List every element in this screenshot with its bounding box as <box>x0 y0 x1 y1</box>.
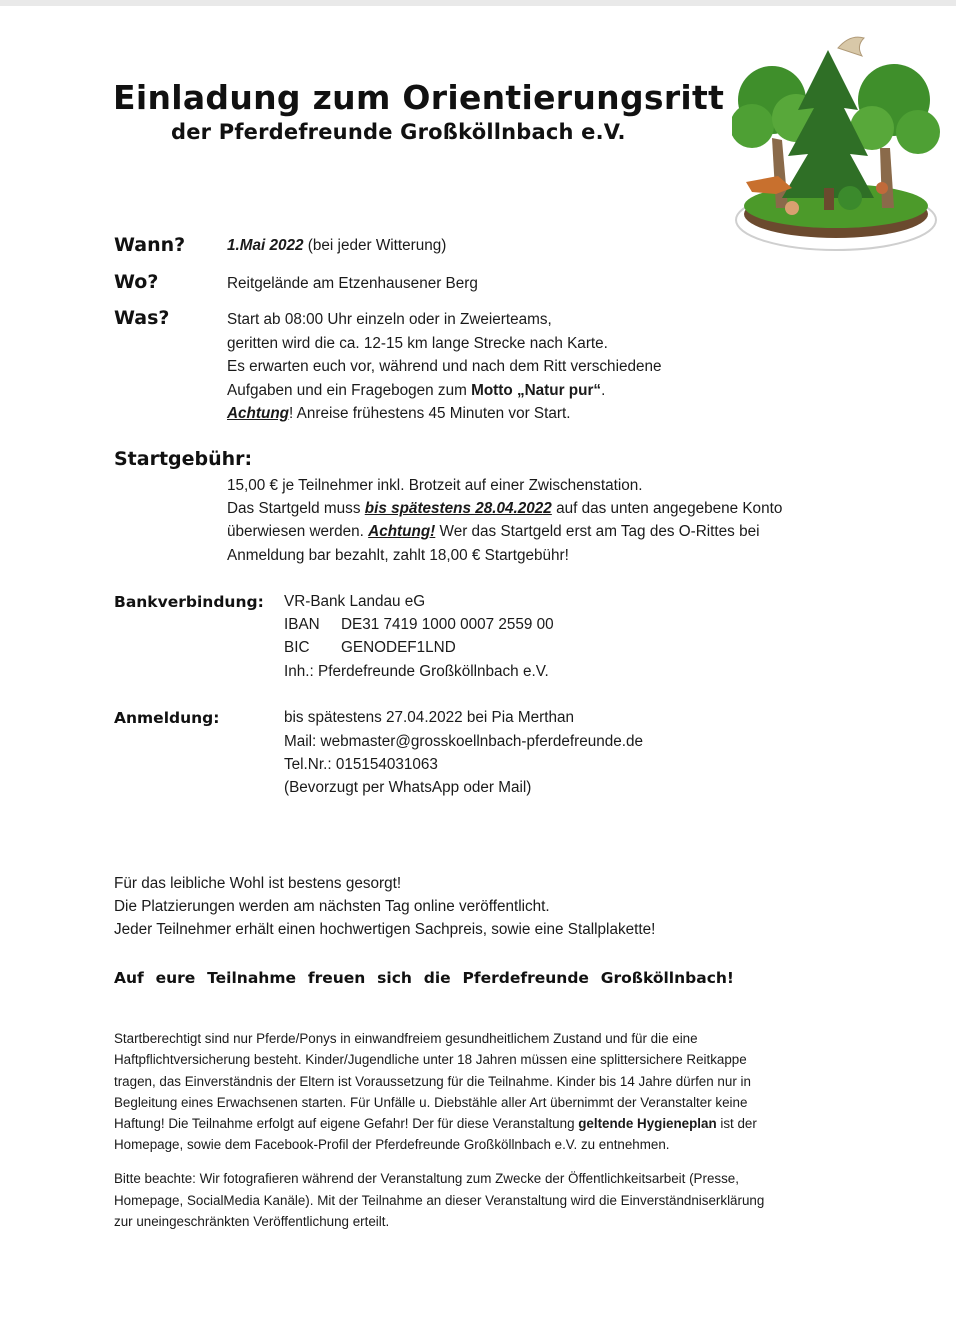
photo-notice-line-3: zur uneingeschränkten Veröffentlichung erteilt. <box>114 1214 390 1229</box>
registration-mail: Mail: webmaster@grosskoellnbach-pferdefreunde.de <box>284 733 644 750</box>
info-line-1: Für das leibliche Wohl ist bestens gesorgt! <box>114 875 402 892</box>
motto-text: Motto „Natur pur“ <box>471 382 602 399</box>
fee-line-3 <box>227 522 760 542</box>
registration-deadline: bis spätestens 27.04.2022 bei Pia Merthan <box>284 709 574 726</box>
fee-line-4: Anmeldung bar bezahlt, zahlt 18,00 € Startgebühr! <box>227 547 569 564</box>
terms-line-5-end: ist der <box>716 1116 757 1131</box>
registration-preference: (Bevorzugt per WhatsApp oder Mail) <box>284 779 532 796</box>
terms-line-2: Haftpflichtversicherung besteht. Kinder/Jugendliche unter 18 Jahren müssen eine splittersichere Reitkappe <box>114 1052 747 1067</box>
iban-value: DE31 7419 1000 0007 2559 00 <box>341 616 554 633</box>
forest-illustration-icon <box>732 28 944 254</box>
event-date: 1.Mai 2022 <box>227 237 304 254</box>
closing-word: Teilnahme <box>207 969 297 987</box>
closing-word: eure <box>155 969 196 987</box>
account-owner: Inh.: Pferdefreunde Großköllnbach e.V. <box>284 663 549 680</box>
photo-notice-line-1: Bitte beachte: Wir fotografieren während der Veranstaltung zum Zwecke der Öffentlichkeitsarbeit (Presse, <box>114 1171 739 1186</box>
terms-line-5-text: Haftung! Die Teilnahme erfolgt auf eigene Gefahr! Der für diese Veranstaltung <box>114 1116 579 1131</box>
closing-word: freuen <box>307 969 366 987</box>
terms-line-5 <box>114 1114 757 1134</box>
what-label: Was? <box>114 307 170 329</box>
info-line-3: Jeder Teilnehmer erhält einen hochwertigen Sachpreis, sowie eine Stallplakette! <box>114 921 656 938</box>
fee-label: Startgebühr: <box>114 448 253 470</box>
weather-note: (bei jeder Witterung) <box>303 237 447 254</box>
fee-line-3-text: überwiesen werden. <box>227 523 369 540</box>
page-subtitle: der Pferdefreunde Großköllnbach e.V. <box>171 120 626 144</box>
iban-label: IBAN <box>284 616 320 633</box>
terms-line-3: tragen, das Einverständnis der Eltern ist Voraussetzung für die Teilnahme. Kinder bis 14 Jahre dürfen nur in <box>114 1074 751 1089</box>
flyer-page <box>0 6 956 1340</box>
what-line-4 <box>227 381 605 401</box>
closing-word: Pferdefreunde <box>462 969 589 987</box>
bic-label: BIC <box>284 639 310 656</box>
payment-deadline: bis spätestens 28.04.2022 <box>364 500 552 517</box>
info-line-2: Die Platzierungen werden am nächsten Tag online veröffentlicht. <box>114 898 550 915</box>
fee-line-3-end: Wer das Startgeld erst am Tag des O-Rittes bei <box>435 523 760 540</box>
fee-line-2-end: auf das unten angegebene Konto <box>551 500 783 517</box>
what-line-3: Es erwarten euch vor, während und nach dem Ritt verschiedene <box>227 358 662 375</box>
attention-note: Achtung <box>227 405 290 422</box>
when-label: Wann? <box>114 234 186 256</box>
terms-line-1: Startberechtigt sind nur Pferde/Ponys in einwandfreiem gesundheitlichem Zustand und für die eine <box>114 1031 698 1046</box>
where-label: Wo? <box>114 271 159 293</box>
closing-word: die <box>423 969 451 987</box>
closing-line <box>114 969 734 987</box>
registration-label: Anmeldung: <box>114 709 220 727</box>
fee-attention: Achtung! <box>368 523 436 540</box>
bic-value: GENODEF1LND <box>341 639 456 656</box>
what-line-4-end: . <box>601 382 606 399</box>
hygiene-plan: geltende Hygieneplan <box>578 1116 717 1131</box>
what-line-5 <box>227 404 570 424</box>
where-value: Reitgelände am Etzenhausener Berg <box>227 275 478 292</box>
closing-word: Auf <box>114 969 144 987</box>
closing-word: Großköllnbach! <box>600 969 734 987</box>
page-title: Einladung zum Orientierungsritt <box>113 78 725 117</box>
fee-line-2 <box>227 499 782 519</box>
fee-line-1: 15,00 € je Teilnehmer inkl. Brotzeit auf einer Zwischenstation. <box>227 477 643 494</box>
arrival-note: ! Anreise frühestens 45 Minuten vor Start. <box>289 405 571 422</box>
bank-name: VR-Bank Landau eG <box>284 593 426 610</box>
fee-line-2-text: Das Startgeld muss <box>227 500 365 517</box>
registration-phone: Tel.Nr.: 015154031063 <box>284 756 438 773</box>
what-line-1: Start ab 08:00 Uhr einzeln oder in Zweierteams, <box>227 311 552 328</box>
bank-label: Bankverbindung: <box>114 593 264 611</box>
terms-line-6: Homepage, sowie dem Facebook-Profil der Pferdefreunde Großköllnbach e.V. zu entnehmen. <box>114 1137 670 1152</box>
what-line-4-text: Aufgaben und ein Fragebogen zum <box>227 382 472 399</box>
terms-line-4: Begleitung eines Erwachsenen starten. Für Unfälle u. Diebstähle aller Art übernimmt der Veranstalter keine <box>114 1095 748 1110</box>
closing-word: sich <box>377 969 412 987</box>
photo-notice-line-2: Homepage, SocialMedia Kanäle). Mit der Teilnahme an dieser Veranstaltung wird die Einverständniserklärung <box>114 1193 765 1208</box>
when-value <box>227 236 446 256</box>
what-line-2: geritten wird die ca. 12-15 km lange Strecke nach Karte. <box>227 335 608 352</box>
